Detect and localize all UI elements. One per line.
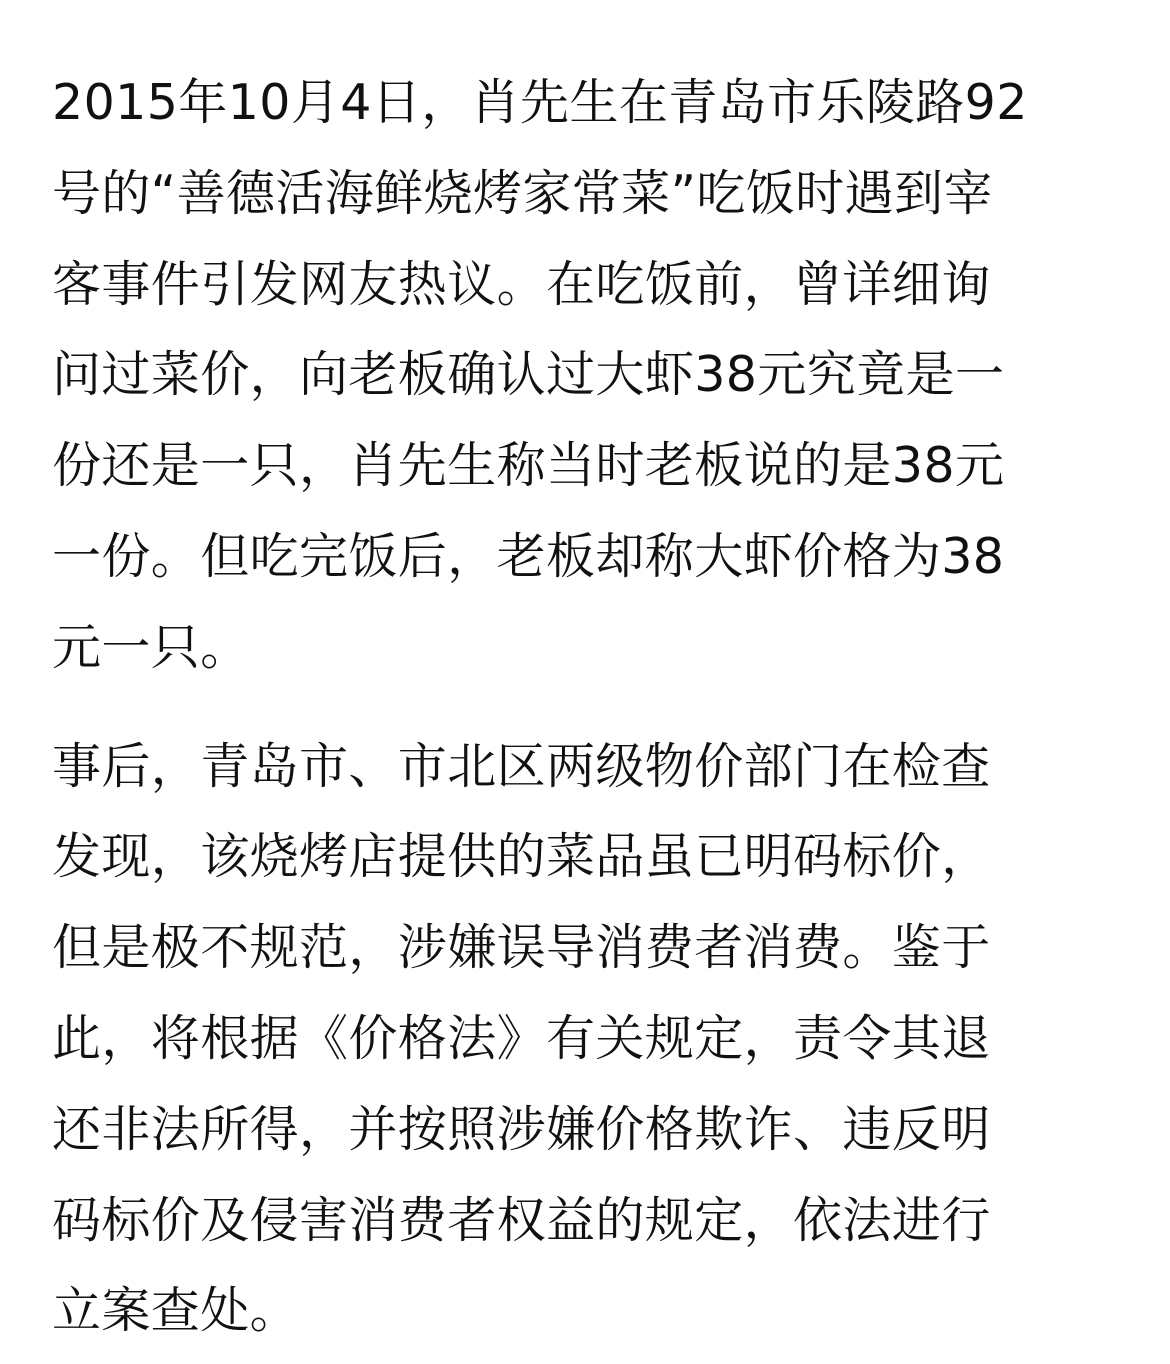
text-line: 发现，该烧烤店提供的菜品虽已明码标价， <box>52 828 991 886</box>
text-line: 份还是一只，肖先生称当时老板说的是38元 <box>52 437 1005 495</box>
text-line: 此，将根据《价格法》有关规定，责令其退 <box>52 1009 991 1067</box>
text-line: 一份。但吃完饭后，老板却称大虾价格为38 <box>52 527 1005 585</box>
article-body <box>52 58 1124 1357</box>
text-line: 码标价及侵害消费者权益的规定，依法进行 <box>52 1191 991 1249</box>
text-line: 元一只。 <box>52 618 250 676</box>
paragraph-investigation <box>52 722 1124 1358</box>
text-line: 但是极不规范，涉嫌误导消费者消费。鉴于 <box>52 919 991 977</box>
text-line: 还非法所得，并按照涉嫌价格欺诈、违反明 <box>52 1100 991 1158</box>
text-line: 立案查处。 <box>52 1282 300 1340</box>
text-line: 事后，青岛市、市北区两级物价部门在检查 <box>52 737 991 795</box>
text-line: 问过菜价，向老板确认过大虾38元究竟是一 <box>52 346 1005 404</box>
text-line: 客事件引发网友热议。在吃饭前，曾详细询 <box>52 255 991 313</box>
text-line: 2015年10月4日，肖先生在青岛市乐陵路92 <box>52 74 1028 131</box>
paragraph-incident <box>52 58 1124 694</box>
text-line: 号的“善德活海鲜烧烤家常菜”吃饭时遇到宰 <box>52 164 993 222</box>
